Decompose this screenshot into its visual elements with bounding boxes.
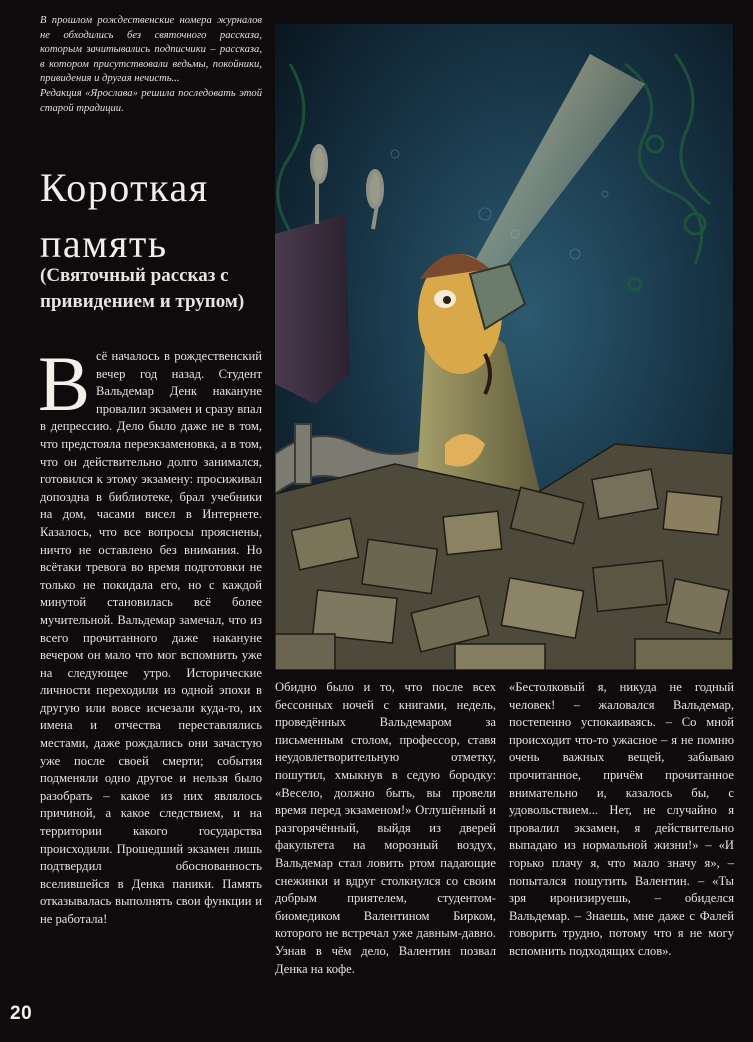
drape — [275, 214, 350, 404]
article-column-2 — [275, 679, 496, 978]
article-text-column-3: «Бестолковый я, никуда не годный человек! – жаловался Вальдемар, постепенно успокаиваясь. – Со мной происходит что-то ужасное – я не помню очень важных вещей, забываю прочитанное, причём прочитанное внимательно и, казалось бы, с удовольствием... Нет, не случайно я провалил экзамен, я действительно выпадаю из нормальной жизни!» – «И горько плачу я, что мало значу я», – попытался пошутить Валентин. – «Ты зря иронизируешь, – обиделся Вальдемар. – Знаешь, мне даже с Фалей говорить трудно, потому что я не могу вспомнить подходящих слов». — [509, 680, 734, 958]
article-subtitle: (Святочный рассказ с привидением и трупом) — [40, 265, 245, 312]
intro-paragraph: В прошлом рождественские номера журналов не обходились без святочного рассказа, которым зачитывались подписчики – рассказа, в котором присутствовали ведьмы, покойники, привидения и другая нечисть... — [40, 15, 262, 85]
article-column-3 — [509, 679, 734, 961]
story-illustration — [275, 24, 733, 670]
article-title: Короткая память — [40, 165, 209, 266]
article-text-column-1: сё началось в рождественский вечер год назад. Студент Вальдемар Денк накануне провалил экзамен и сразу впал в депрессию. Дело было даже не в том, что предстояла переэкзаменовка, а в том, что он действительно долго занимался, готовился к этому экзамену: просиживал допоздна в библиотеке, брал учебники на дом, часами висел в Интернете. Казалось, что все вопросы прояснены, ничто не оставлено без внимания. Но всётаки тревога во время подготовки не только не покидала его, но с каждой минутой становилась всё более мучительной. Вальдемар замечал, что из всего прочитанного даже накануне вечером он мало что мог вспомнить уже на следующее утро. Исторические личности переходили из одной эпохи в другую или вовсе исчезали куда-то, их имена и отчества переставлялись местами, даже рождались они зачастую уже после своей смерти; события подменяли одно другое и нельзя было разобрать – какое из них являлось причиной, а какое следствием, и на территории какого государства происходили. Прошедший экзамен лишь подтвердил обоснованность вселившейся в Денка паники. Память отказывалась выполнять свои функции и не работала! — [40, 349, 262, 926]
article-text-column-2: Обидно было и то, что после всех бессонных ночей с книгами, недель, проведённых Вальдемаром за письменным столом, профессор, ставя неудовлетворительную отметку, пошутил, хмыкнув в седую бородку: «Весело, должно быть, вы провели время перед экзаменом!» Оглушённый и разгорячённый, выйдя из дверей факультета на морозный воздух, Вальдемар стал ловить ртом падающие снежинки и вдруг столкнулся со своим добрым приятелем, студентом-биомедиком Валентином Бирком, которого не встречал уже давным-давно. Узнав в чём дело, Валентин позвал Денка на кофе. — [275, 680, 496, 976]
intro-lead — [40, 14, 262, 116]
page-number: 20 — [10, 1003, 33, 1024]
intro-paragraph-editorial: Редакция «Ярослава» решила последовать этой старой традиции. — [40, 87, 262, 114]
article-column-1 — [38, 340, 262, 929]
drop-cap: В — [38, 340, 91, 427]
